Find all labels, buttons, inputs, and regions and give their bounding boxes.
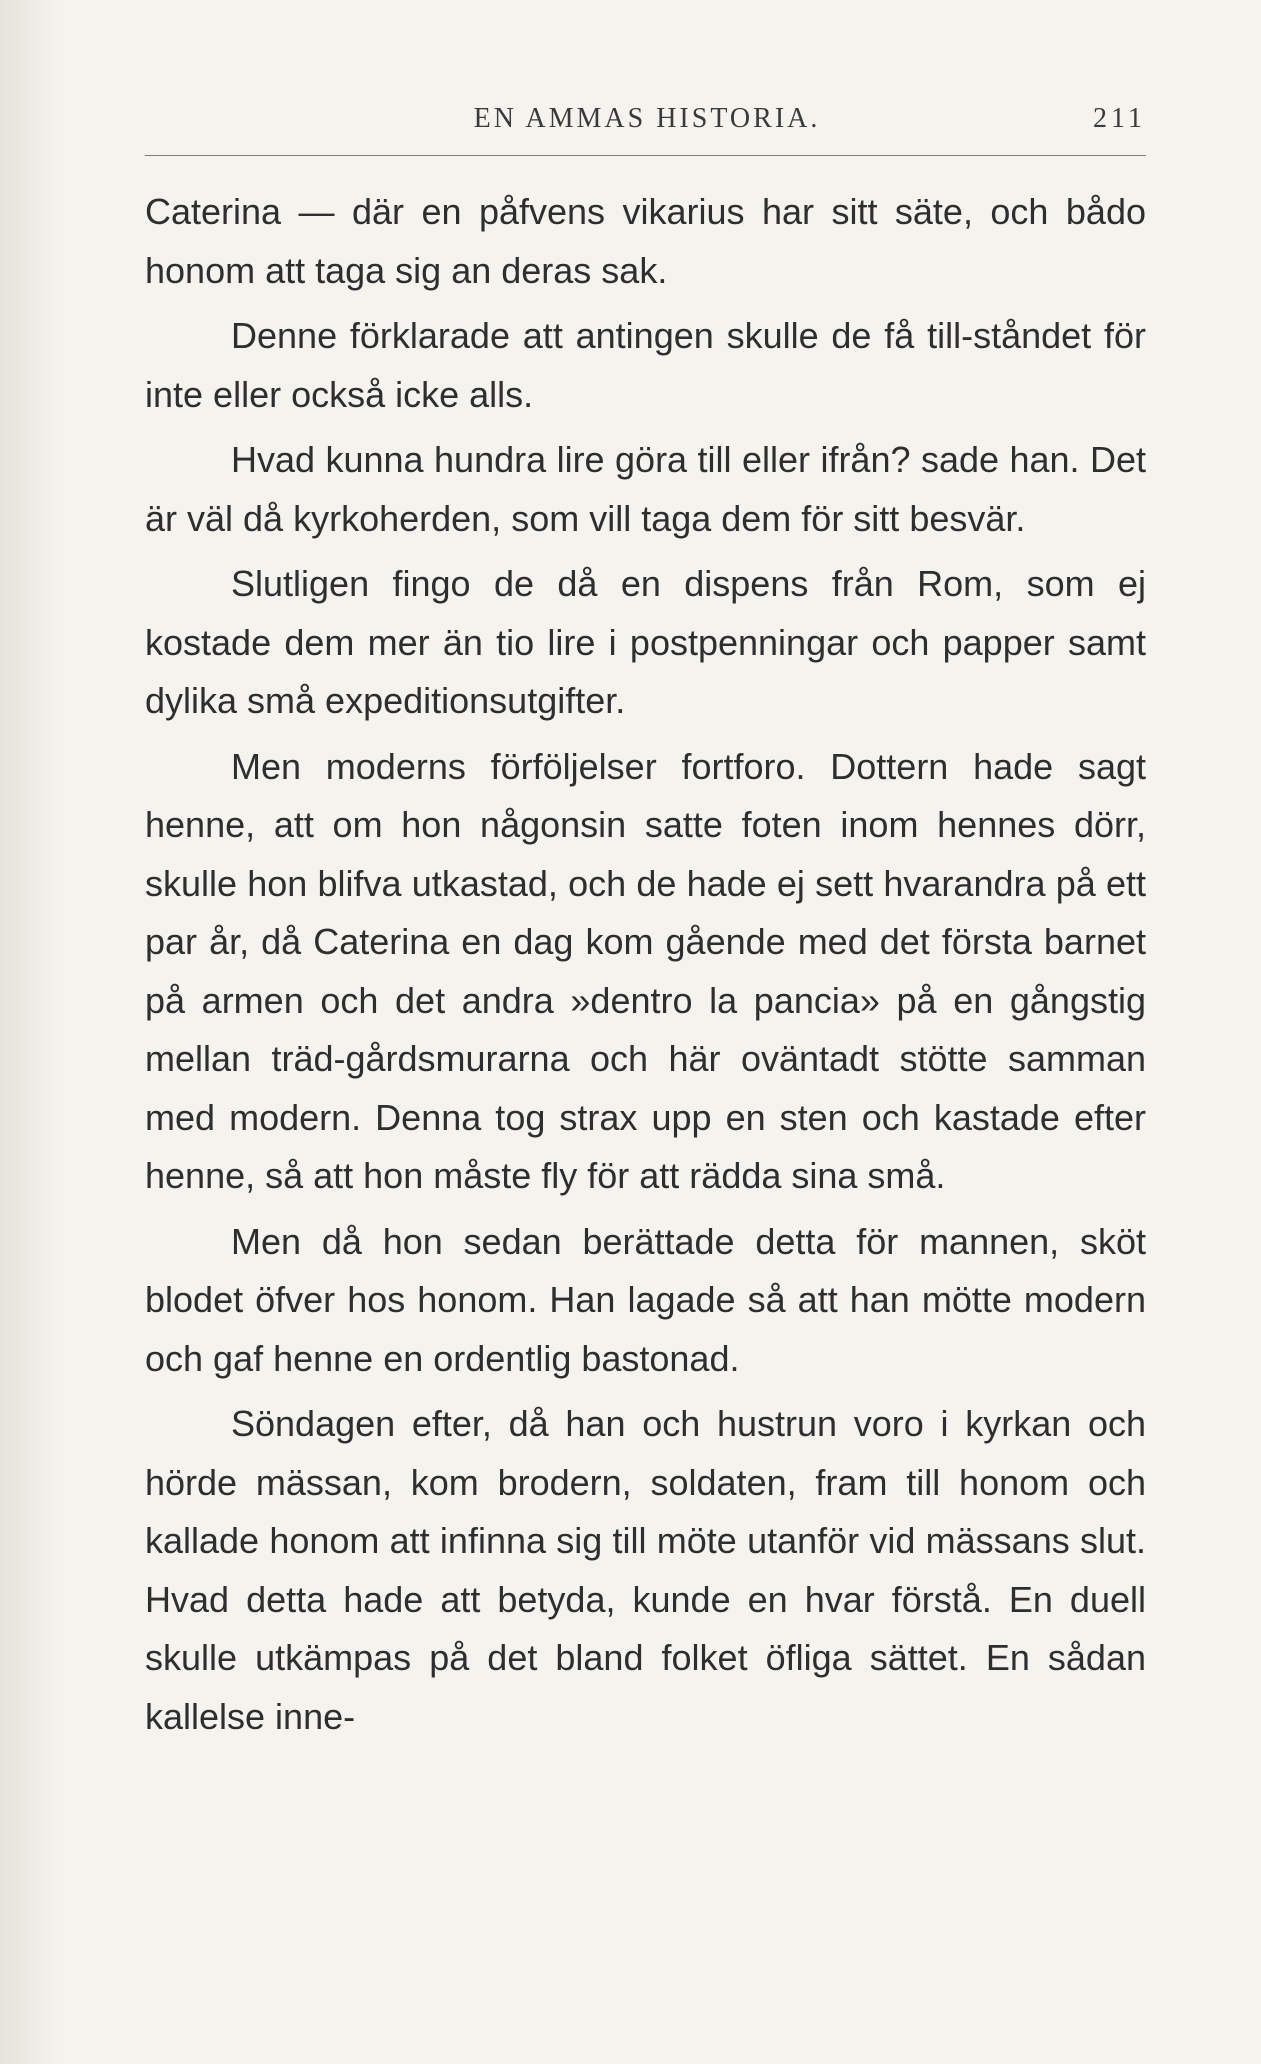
page-header	[148, 103, 1146, 143]
header-rule	[145, 155, 1146, 156]
page-edge-shadow	[0, 0, 60, 2064]
paragraph: Hvad kunna hundra lire göra till eller ifrån? sade han. Det är väl då kyrkoherden, som vill taga dem för sitt besvär.	[145, 439, 1146, 539]
page-number: 211	[1093, 103, 1146, 134]
paragraph: Men moderns förföljelser fortforo. Dottern hade sagt henne, att om hon någonsin satte foten inom hennes dörr, skulle hon blifva utkastad, och de hade ej sett hvarandra på ett par år, då Caterina en dag kom gående med det första barnet på armen och det andra »dentro la pancia» på en gångstig mellan träd-gårdsmurarna och här oväntadt stötte samman med modern. Denna tog strax upp en sten och kastade efter henne, så att hon måste fly för att rädda sina små.	[145, 745, 1146, 1196]
paragraph: Caterina — där en påfvens vikarius har sitt säte, och bådo honom att taga sig an deras sak.	[145, 191, 1146, 291]
body-text	[145, 183, 1146, 1746]
paragraph: Slutligen fingo de då en dispens från Rom, som ej kostade dem mer än tio lire i postpenningar och papper samt dylika små expeditionsutgifter.	[145, 563, 1146, 721]
running-head: EN AMMAS HISTORIA.	[473, 103, 821, 134]
paragraph: Söndagen efter, då han och hustrun voro i kyrkan och hörde mässan, kom brodern, soldaten, fram till honom och kallade honom att infinna sig till möte utanför vid mässans slut. Hvad detta hade att betyda, kunde en hvar förstå. En duell skulle utkämpas på det bland folket öfliga sättet. En sådan kallelse inne-	[145, 1403, 1146, 1737]
paragraph: Denne förklarade att antingen skulle de få till-ståndet för inte eller också icke alls.	[145, 315, 1146, 415]
paragraph: Men då hon sedan berättade detta för mannen, sköt blodet öfver hos honom. Han lagade så att han mötte modern och gaf henne en ordentlig bastonad.	[145, 1220, 1146, 1379]
